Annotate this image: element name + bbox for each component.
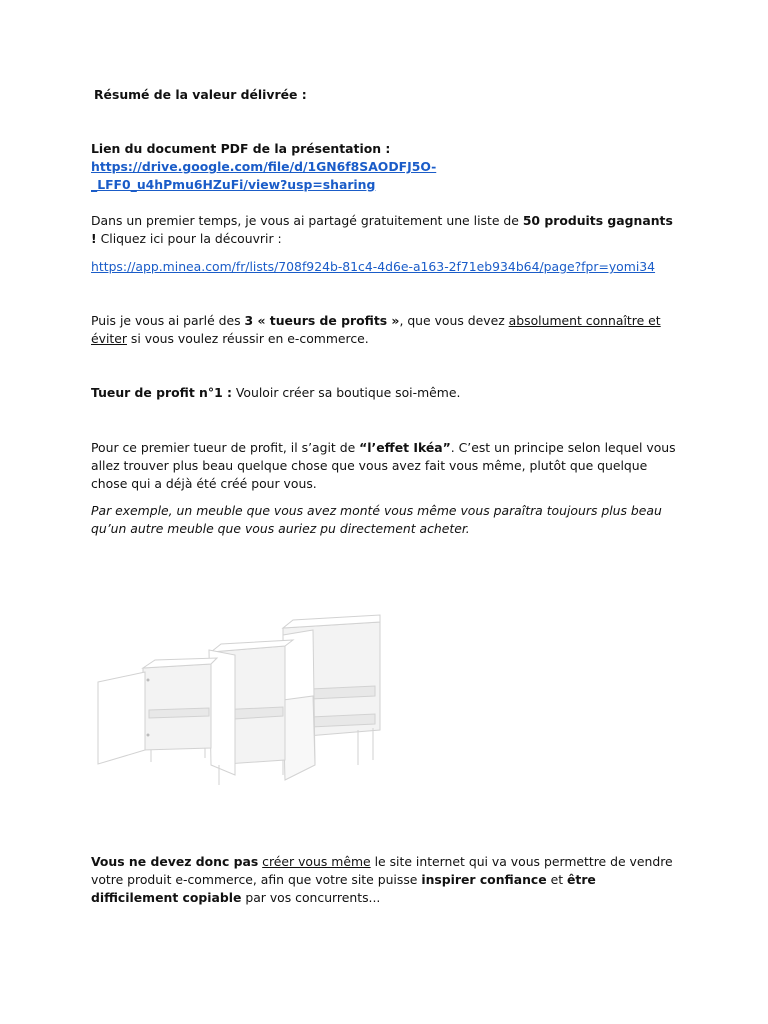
tueurs-text-3: si vous voulez réussir en e-commerce. <box>126 331 369 346</box>
tueurs-underlined: absolument connaître et éviter <box>91 313 661 346</box>
example-paragraph: Par exemple, un meuble que vous avez monté vous même vous paraîtra toujours plus beau qu’un autre meuble que vous auriez pu directement acheter. <box>91 503 662 536</box>
ikea-text-2: . C’est un principe selon lequel vous allez trouver plus beau quelque chose que vous avez fait vous même, plutôt que quelque chose qui a déjà été créé pour vous. <box>91 440 676 491</box>
ikea-paragraph <box>91 439 681 493</box>
conclusion-bold-1: Vous ne devez donc pas <box>91 854 259 869</box>
tueur1-text: Vouloir créer sa boutique soi-même. <box>231 385 461 400</box>
tueur1-paragraph <box>91 384 681 402</box>
conclusion-text-3: et <box>546 872 567 887</box>
ikea-bold: “l’effet Ikéa” <box>359 440 451 455</box>
page-title <box>94 86 684 104</box>
pdf-link-line1[interactable]: https://drive.google.com/file/d/1GN6f8SAODFJ5O- <box>91 159 437 174</box>
intro-text-2: Cliquez ici pour la découvrir : <box>96 231 282 246</box>
conclusion-text-2: le site internet qui va vous permettre de vendre votre produit e-commerce, afin que votre site puisse <box>91 854 673 887</box>
conclusion-underlined: créer vous même <box>262 854 371 869</box>
pdf-link-paragraph <box>91 140 681 194</box>
minea-link[interactable]: https://app.minea.com/fr/lists/708f924b-81c4-4d6e-a163-2f71eb934b64/page?fpr=yomi34 <box>91 259 656 274</box>
tueur1-bold: Tueur de profit n°1 : <box>91 385 232 400</box>
ikea-text-1: Pour ce premier tueur de profit, il s’agit de <box>91 440 360 455</box>
conclusion-paragraph <box>91 853 681 907</box>
intro-text-1: Dans un premier temps, je vous ai partagé gratuitement une liste de <box>91 213 523 228</box>
pdf-link[interactable] <box>91 159 436 192</box>
intro-paragraph <box>91 212 681 248</box>
furniture-illustration <box>93 560 393 845</box>
tueurs-text-2: , que vous devez <box>399 313 509 328</box>
pdf-link-line2[interactable]: _LFF0_u4hPmu6HZuFi/view?usp=sharing <box>91 177 376 192</box>
conclusion-bold-3: être difficilement copiable <box>91 872 596 905</box>
pdf-link-label: Lien du document PDF de la présentation : <box>91 141 391 156</box>
conclusion-text-4: par vos concurrents... <box>241 890 381 905</box>
minea-link-paragraph <box>91 258 681 276</box>
tueurs-bold: 3 « tueurs de profits » <box>244 313 400 328</box>
tueurs-text-1: Puis je vous ai parlé des <box>91 313 245 328</box>
title-text: Résumé de la valeur délivrée : <box>94 87 307 102</box>
conclusion-bold-2: inspirer confiance <box>421 872 547 887</box>
tueurs-paragraph <box>91 312 681 348</box>
intro-bold: 50 produits gagnants ! <box>91 213 673 246</box>
